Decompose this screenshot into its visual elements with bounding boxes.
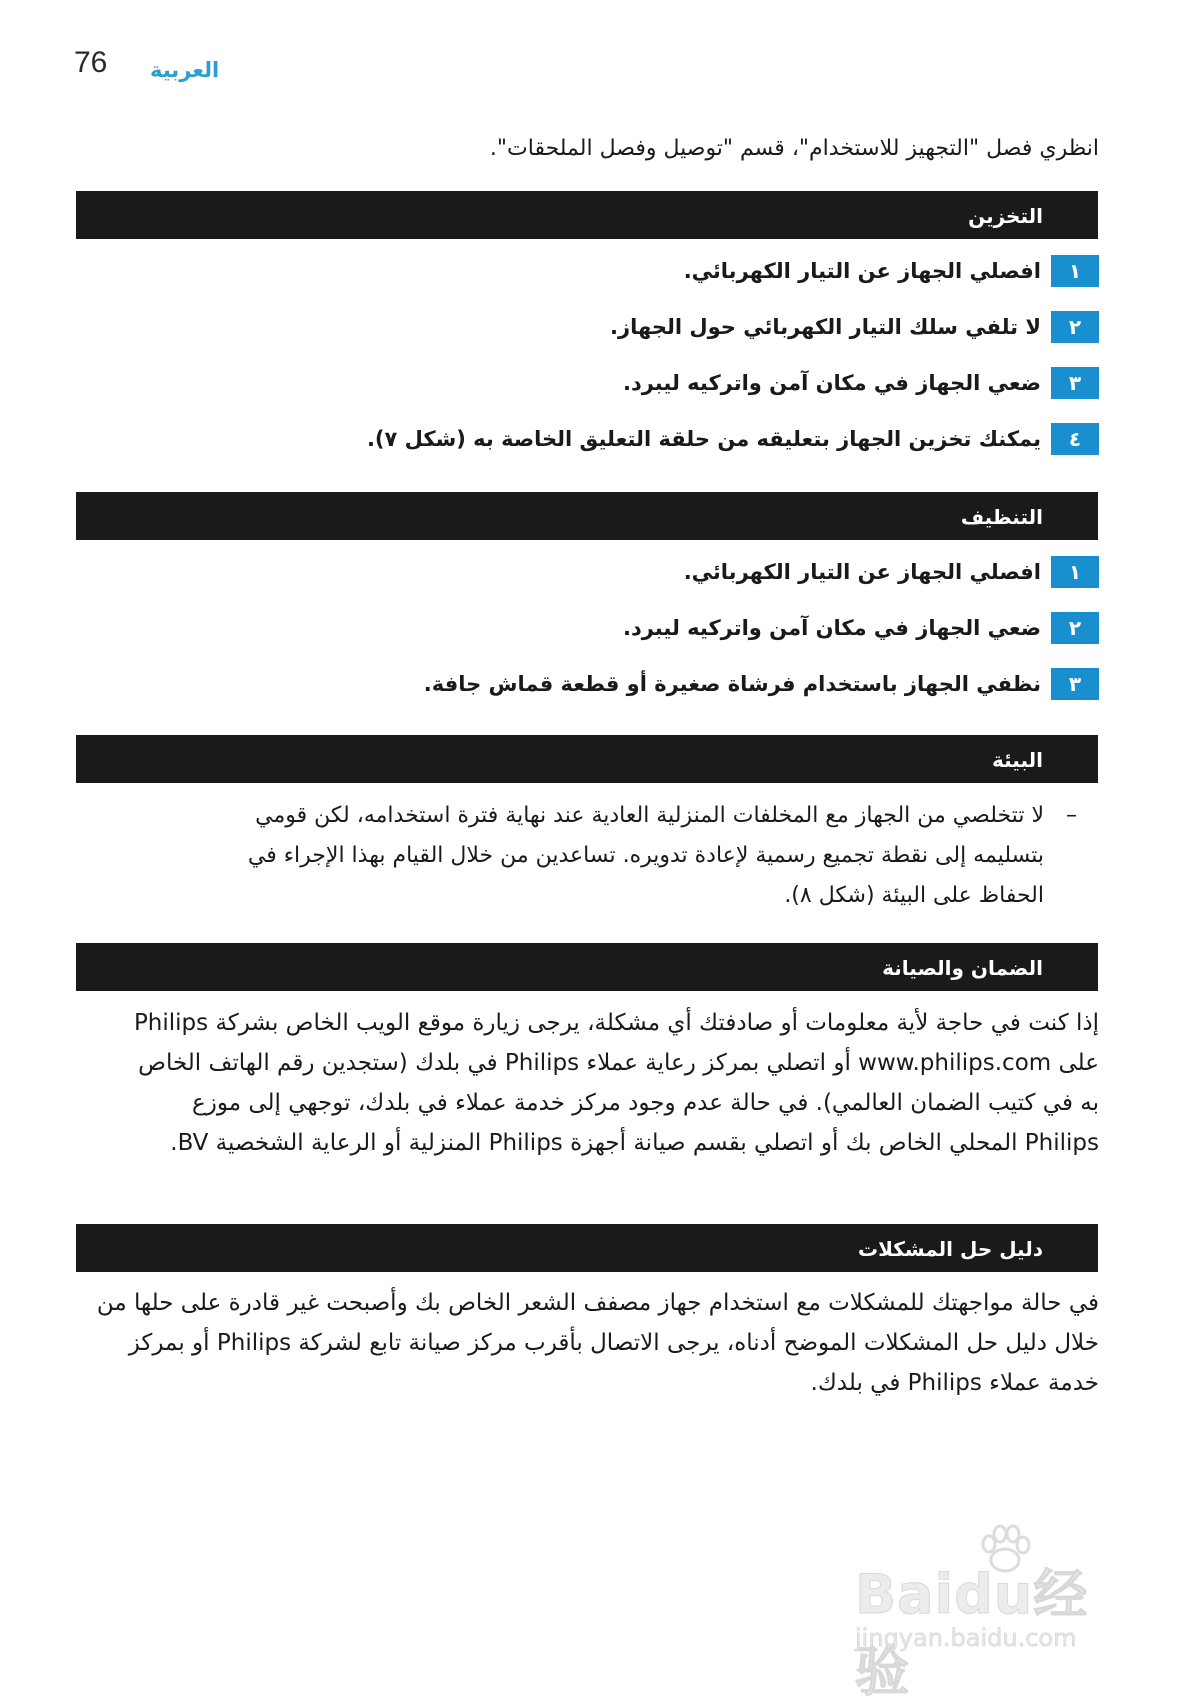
storage-step-3 bbox=[99, 366, 1099, 400]
step-number: ٢ bbox=[1051, 311, 1099, 343]
page-number: 76 bbox=[74, 46, 108, 79]
section-title: دليل حل المشكلات bbox=[857, 1237, 1043, 1261]
watermark-url: jingyan.baidu.com bbox=[855, 1624, 1077, 1652]
section-bar-cleaning bbox=[76, 492, 1098, 540]
bullet-dash: – bbox=[1066, 803, 1077, 828]
intro-text: انظري فصل "التجهيز للاستخدام"، قسم "توصيل وفصل الملحقات". bbox=[489, 136, 1099, 161]
watermark bbox=[855, 1522, 1135, 1703]
storage-step-4 bbox=[99, 422, 1099, 456]
language-label: العربية bbox=[150, 58, 220, 82]
step-number: ١ bbox=[1051, 556, 1099, 588]
bullet-text: لا تتخلصي من الجهاز مع المخلفات المنزلية العادية عند نهاية فترة استخدامه، لكن قومي بتسليمه إلى نقطة تجميع رسمية لإعادة تدويره. تساعدين من خلال القيام بهذا الإجراء في الحفاظ على البيئة (شكل ٨). bbox=[247, 803, 1044, 908]
guarantee-paragraph: إذا كنت في حاجة لأية معلومات أو صادفتك أي مشكلة، يرجى زيارة موقع الويب الخاص بشركة Philips على www.philips.com أو اتصلي بمركز رعاية عملاء Philips في بلدك (ستجدين رقم الهاتف الخاص به في كتيب الضمان العالمي). في حالة عدم وجود مركز خدمة عملاء في بلدك، توجهي إلى موزع Philips المحلي الخاص بك أو اتصلي بقسم صيانة أجهزة Philips المنزلية أو الرعاية الشخصية BV. bbox=[133, 1010, 1099, 1156]
step-number: ٢ bbox=[1051, 612, 1099, 644]
step-text: لا تلفي سلك التيار الكهربائي حول الجهاز. bbox=[610, 315, 1041, 339]
step-text: ضعي الجهاز في مكان آمن واتركيه ليبرد. bbox=[622, 371, 1041, 395]
storage-step-1 bbox=[99, 254, 1099, 288]
section-title: التنظيف bbox=[960, 505, 1043, 529]
watermark-logo: Baidu经验 bbox=[855, 1563, 1089, 1703]
section-title: التخزين bbox=[968, 204, 1043, 228]
step-number: ٤ bbox=[1051, 423, 1099, 455]
section-bar-storage bbox=[76, 191, 1098, 239]
step-text: ضعي الجهاز في مكان آمن واتركيه ليبرد. bbox=[622, 616, 1041, 640]
step-number: ١ bbox=[1051, 255, 1099, 287]
section-bar-guarantee bbox=[76, 943, 1098, 991]
step-text: نظفي الجهاز باستخدام فرشاة صغيرة أو قطعة قماش جافة. bbox=[423, 672, 1041, 696]
cleaning-step-2 bbox=[99, 611, 1099, 645]
step-text: افصلي الجهاز عن التيار الكهربائي. bbox=[683, 560, 1041, 584]
step-text: يمكنك تخزين الجهاز بتعليقه من حلقة التعليق الخاصة به (شكل ٧). bbox=[366, 427, 1041, 451]
section-bar-environment bbox=[76, 735, 1098, 783]
step-number: ٣ bbox=[1051, 668, 1099, 700]
step-text: افصلي الجهاز عن التيار الكهربائي. bbox=[683, 259, 1041, 283]
cleaning-step-3 bbox=[99, 667, 1099, 701]
section-bar-troubleshooting bbox=[76, 1224, 1098, 1272]
troubleshooting-paragraph: في حالة مواجهتك للمشكلات مع استخدام جهاز مصفف الشعر الخاص بك وأصبحت غير قادرة على حلها من خلال دليل حل المشكلات الموضح أدناه، يرجى الاتصال بأقرب مركز صيانة تابع لشركة Philips أو بمركز خدمة عملاء Philips في بلدك. bbox=[96, 1290, 1099, 1396]
step-number: ٣ bbox=[1051, 367, 1099, 399]
environment-bullet bbox=[89, 796, 1099, 916]
cleaning-step-1 bbox=[99, 555, 1099, 589]
storage-step-2 bbox=[99, 310, 1099, 344]
section-title: البيئة bbox=[992, 748, 1043, 772]
section-title: الضمان والصيانة bbox=[882, 956, 1043, 980]
